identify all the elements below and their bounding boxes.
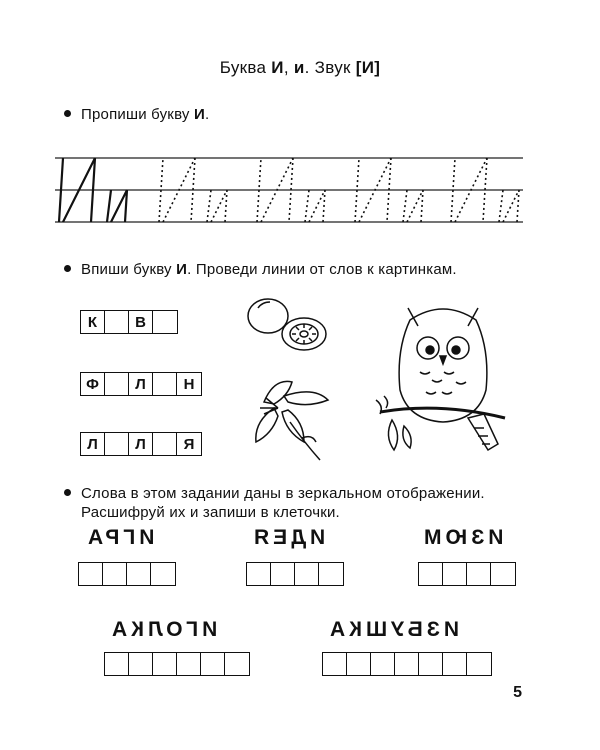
answer-cells-1[interactable] xyxy=(78,562,176,586)
answer-cells-2[interactable] xyxy=(246,562,344,586)
kiwi-picture[interactable] xyxy=(244,292,332,356)
answer-cell[interactable] xyxy=(443,653,467,675)
answer-cell[interactable] xyxy=(103,563,127,585)
owl-picture[interactable] xyxy=(370,300,510,470)
mirror-word-1: ИГРА xyxy=(84,526,155,549)
word-row-liliya[interactable] xyxy=(80,432,202,456)
lily-picture[interactable] xyxy=(244,372,336,462)
mirror-word-4: ИГОЛКА xyxy=(108,618,218,641)
answer-cells-5[interactable] xyxy=(322,652,492,676)
answer-cell[interactable] xyxy=(371,653,395,675)
answer-cell[interactable] xyxy=(271,563,295,585)
bullet-icon xyxy=(64,110,71,117)
answer-cell[interactable] xyxy=(105,653,129,675)
answer-cell[interactable] xyxy=(127,563,151,585)
letter-cell: Л xyxy=(129,433,153,455)
page-title: Буква И, и. Звук [И] xyxy=(219,58,381,77)
answer-cell[interactable] xyxy=(153,653,177,675)
answer-cell[interactable] xyxy=(225,653,249,675)
bullet-icon xyxy=(64,265,71,272)
word-row-kiwi[interactable] xyxy=(80,310,178,334)
bullet-icon xyxy=(64,489,71,496)
answer-cell[interactable] xyxy=(419,653,443,675)
answer-cell[interactable] xyxy=(491,563,515,585)
answer-cell[interactable] xyxy=(347,653,371,675)
letter-cell: Н xyxy=(183,375,195,393)
blank-cell[interactable] xyxy=(153,311,177,333)
answer-cell[interactable] xyxy=(247,563,271,585)
answer-cell[interactable] xyxy=(443,563,467,585)
letter-cell: Ф xyxy=(81,373,105,395)
letter-cell: К xyxy=(81,311,105,333)
answer-cell[interactable] xyxy=(467,563,491,585)
letter-cell: Л xyxy=(129,373,153,395)
letter-cell: Я xyxy=(183,435,195,453)
task3-instruction: Слова в этом задании даны в зеркальном отображении. Расшифруй их и запиши в клеточки. xyxy=(64,484,485,522)
answer-cell[interactable] xyxy=(201,653,225,675)
blank-cell[interactable] xyxy=(153,373,177,395)
answer-cell[interactable] xyxy=(295,563,319,585)
answer-cells-3[interactable] xyxy=(418,562,516,586)
letter-cell: В xyxy=(129,311,153,333)
answer-cells-4[interactable] xyxy=(104,652,250,676)
blank-cell[interactable] xyxy=(153,433,177,455)
answer-cell[interactable] xyxy=(467,653,491,675)
task2-instruction: Впиши букву И. Проведи линии от слов к картинкам. xyxy=(64,261,457,278)
answer-cell[interactable] xyxy=(79,563,103,585)
mirror-word-3: ИЗЮМ xyxy=(420,526,504,549)
handwriting-practice-lines[interactable] xyxy=(55,150,525,230)
answer-cell[interactable] xyxy=(129,653,153,675)
task1-instruction: Пропиши букву И. xyxy=(64,106,209,123)
blank-cell[interactable] xyxy=(105,311,129,333)
blank-cell[interactable] xyxy=(105,433,129,455)
page-number: 5 xyxy=(513,684,522,701)
word-row-filin[interactable] xyxy=(80,372,202,396)
answer-cell[interactable] xyxy=(419,563,443,585)
answer-cell[interactable] xyxy=(319,563,343,585)
answer-cell[interactable] xyxy=(151,563,175,585)
blank-cell[interactable] xyxy=(105,373,129,395)
answer-cell[interactable] xyxy=(177,653,201,675)
answer-cell[interactable] xyxy=(395,653,419,675)
letter-cell: Л xyxy=(81,433,105,455)
answer-cell[interactable] xyxy=(323,653,347,675)
mirror-word-2: ИДЕЯ xyxy=(250,526,326,549)
mirror-word-5: ИЗБУШКА xyxy=(326,618,459,641)
